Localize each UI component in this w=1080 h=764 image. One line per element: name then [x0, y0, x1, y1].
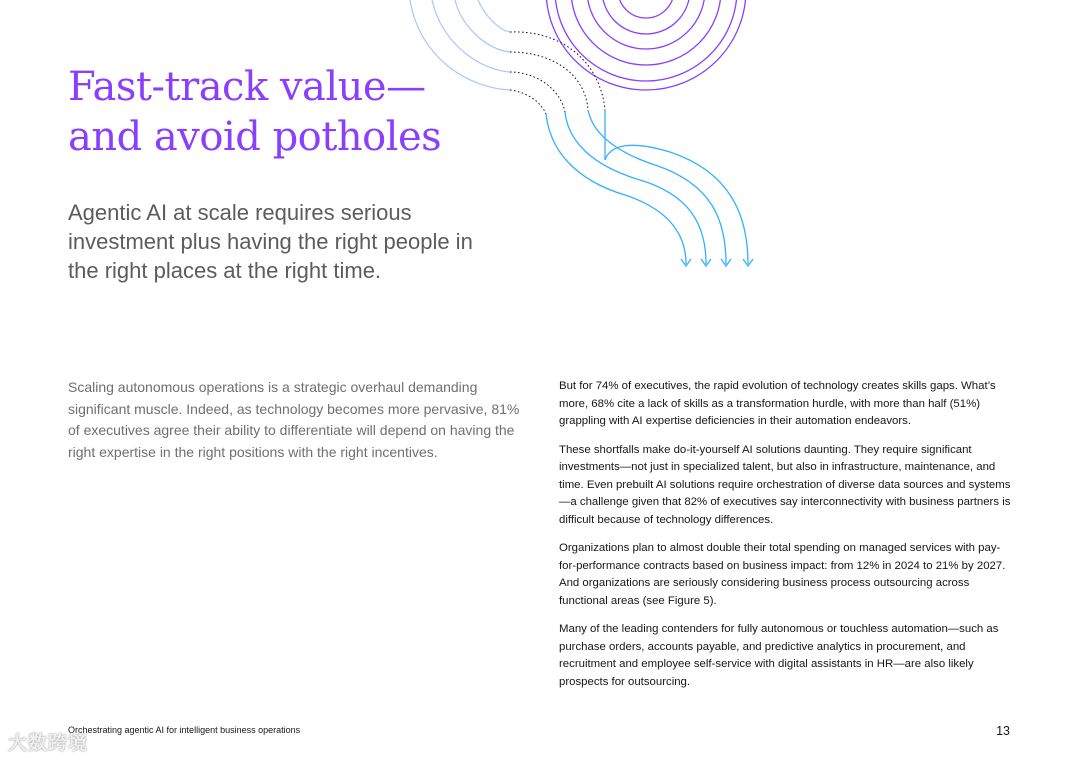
decorative-curves-graphic	[400, 0, 760, 280]
footer-doc-title: Orchestrating agentic AI for intelligent business operations	[68, 725, 301, 735]
body-paragraph: Many of the leading contenders for fully autonomous or touchless automation—such as purchase orders, accounts payable, and predictive analytics in procurement, and recruitment and employee self-service with digital assistants in HR—are also likely prospects for outsourcing.	[559, 623, 999, 688]
body-paragraph: Organizations plan to almost double their total spending on managed services with pay-for-performance contracts based on business impact: from 12% in 2024 to 21% by 2027. And organizations are seriously considering business process outsourcing across functional areas (see Figure 5).	[559, 542, 1006, 607]
body-column	[559, 378, 1014, 702]
body-paragraph: These shortfalls make do-it-yourself AI solutions daunting. They require significant investments—not just in specialized talent, but also in infrastructure, maintenance, and time. Even prebuilt AI solutions require orchestration of diverse data sources and systems—a challenge given that 82% of executives say interconnectivity with business partners is difficult because of technology differences.	[559, 443, 1011, 526]
page-number: 13	[996, 724, 1010, 738]
title-line-1: Fast-track value—	[68, 64, 426, 110]
page-title	[68, 62, 441, 162]
body-paragraph: But for 74% of executives, the rapid evolution of technology creates skills gaps. What’s more, 68% cite a lack of skills as a transformation hurdle, with more than half (51%) grappling with AI expertise deficiencies in their automation endeavors.	[559, 380, 996, 427]
concentric-rings-graphic	[546, 0, 746, 90]
curved-arrows-graphic	[546, 110, 753, 266]
title-line-2: and avoid potholes	[68, 114, 442, 160]
intro-paragraph: Scaling autonomous operations is a strategic overhaul demanding significant muscle. Indeed, as technology becomes more pervasive, 81% of executives agree their ability to differentiate will depend on having the right expertise in the right positions with the right incentives.	[68, 379, 520, 460]
watermark-text: 大数跨境	[8, 733, 89, 754]
page-subtitle: Agentic AI at scale requires serious investment plus having the right people in the right places at the right time.	[68, 200, 473, 283]
